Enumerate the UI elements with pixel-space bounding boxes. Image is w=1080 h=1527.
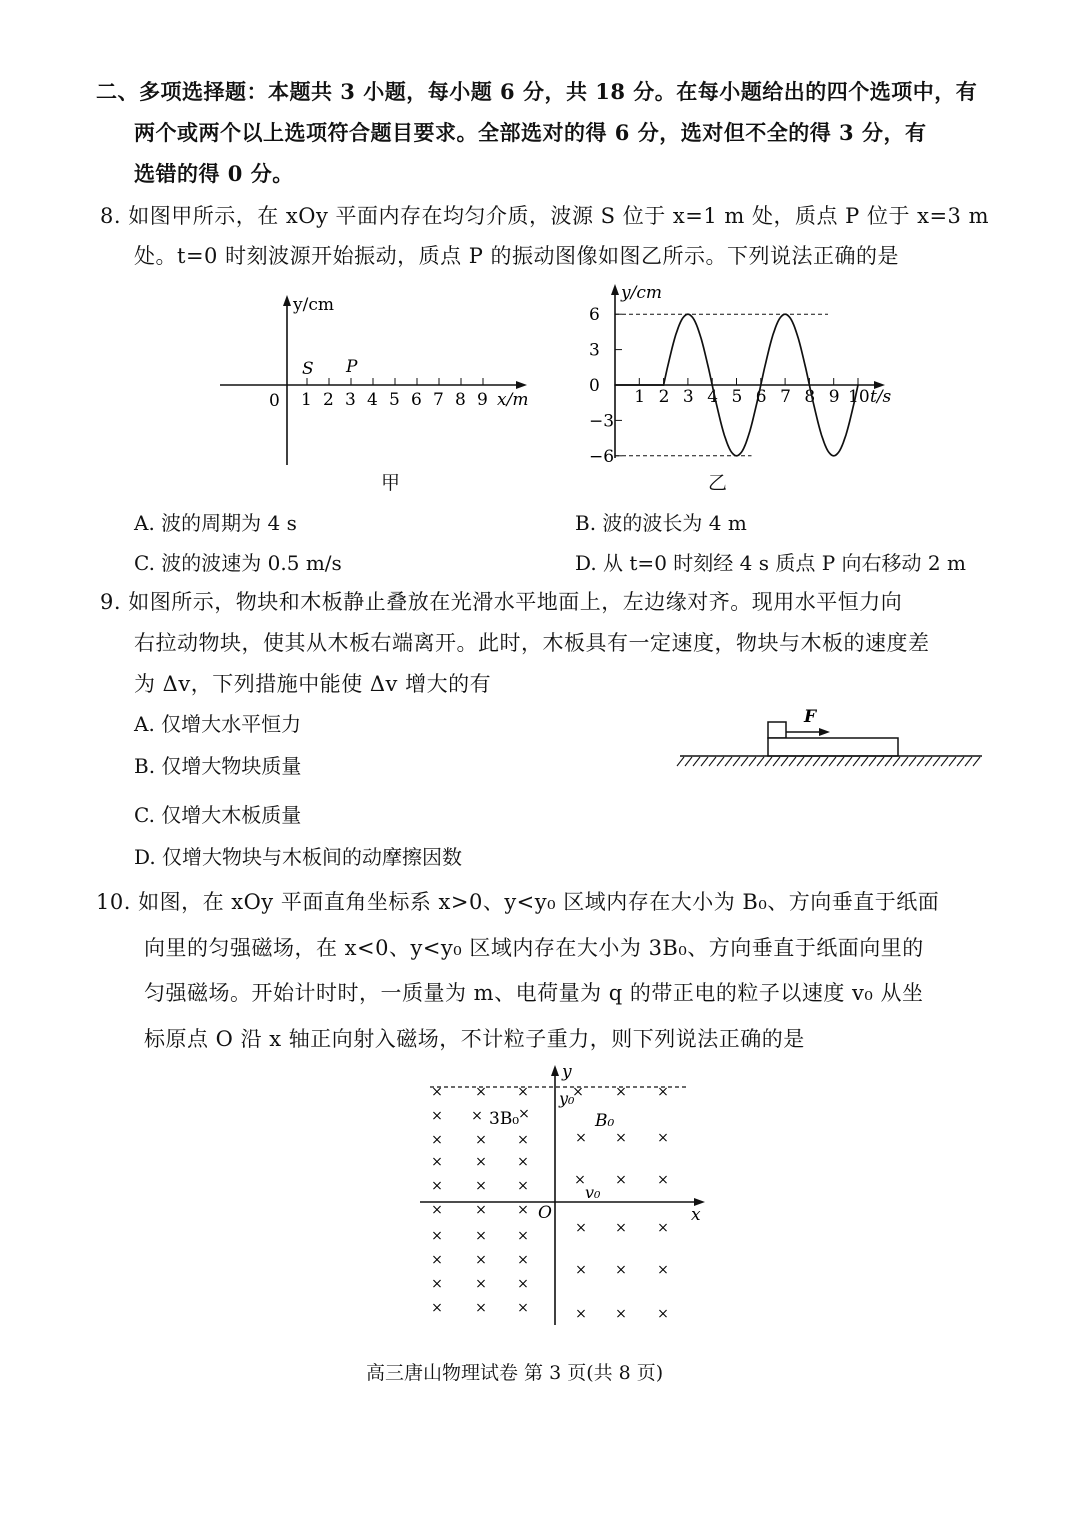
section-header-line-2: 两个或两个以上选项符合题目要求。全部选对的得 6 分，选对但不全的得 3 分，有 (134, 120, 927, 145)
yi-y-label: y/cm (621, 283, 662, 303)
field-cross: × (475, 1084, 487, 1100)
hatch-mark (749, 757, 756, 766)
field-cross: × (431, 1132, 443, 1148)
left-field-label: 3B₀ (489, 1109, 520, 1129)
field-cross: × (517, 1300, 529, 1316)
q10-stem-line-3: 匀强磁场。开始计时时，一质量为 m、电荷量为 q 的带正电的粒子以速度 v₀ 从坐 (144, 981, 924, 1005)
yi-y-arrow (611, 284, 619, 295)
field-cross: × (517, 1202, 529, 1218)
hatch-mark (677, 757, 684, 766)
jia-tick-label: 6 (411, 390, 422, 410)
jia-y-arrow (283, 295, 291, 306)
field-cross: × (575, 1130, 587, 1146)
hatch-mark (957, 757, 964, 766)
hatch-mark (965, 757, 972, 766)
figure-yi (580, 278, 910, 468)
yi-xtick-label: 1 (634, 387, 646, 407)
page-footer: 高三唐山物理试卷 第 3 页(共 8 页) (366, 1362, 664, 1384)
hatch-mark (837, 757, 844, 766)
jia-x-label: x/m (497, 390, 529, 410)
field-cross: × (431, 1154, 443, 1170)
hatch-mark (893, 757, 900, 766)
jia-tick-label: 3 (345, 390, 356, 410)
jia-point-s: S (302, 359, 314, 379)
yi-ytick-label: 3 (589, 340, 600, 361)
hatch-mark (829, 757, 836, 766)
yi-data-point (663, 384, 665, 386)
hatch-mark (797, 757, 804, 766)
field-cross: × (518, 1106, 530, 1122)
yi-data-point (809, 384, 811, 386)
yi-ytick-label: 0 (589, 376, 600, 396)
q9-option-a[interactable]: A. 仅增大水平恒力 (134, 712, 302, 736)
field-cross: × (475, 1178, 487, 1194)
board (768, 738, 898, 756)
hatch-mark (933, 757, 940, 766)
hatch-mark (925, 757, 932, 766)
hatch-mark (741, 757, 748, 766)
block (768, 722, 786, 738)
hatch-mark (757, 757, 764, 766)
hatch-mark (941, 757, 948, 766)
section-header-line-1: 二、多项选择题：本题共 3 小题，每小题 6 分，共 18 分。在每小题给出的四个选项中，有 (96, 79, 978, 104)
field-cross: × (517, 1132, 529, 1148)
yi-data-point (784, 313, 786, 315)
field-cross: × (475, 1252, 487, 1268)
yi-ytick-label: 6 (589, 305, 600, 326)
yi-data-point (857, 384, 859, 386)
hatch-mark (885, 757, 892, 766)
field-y-label: y (562, 1062, 572, 1082)
hatch-mark (717, 757, 724, 766)
q8-option-c[interactable]: C. 波的波速为 0.5 m/s (134, 551, 342, 575)
y0-label: y₀ (559, 1089, 575, 1108)
hatch-mark (909, 757, 916, 766)
field-cross: × (475, 1276, 487, 1292)
q8-stem-line-2: 处。t=0 时刻波源开始振动，质点 P 的振动图像如图乙所示。下列说法正确的是 (134, 244, 900, 268)
hatch-mark (733, 757, 740, 766)
field-cross: × (431, 1300, 443, 1316)
velocity-label: v₀ (585, 1183, 601, 1202)
q9-stem-line-3: 为 Δv，下列措施中能使 Δv 增大的有 (134, 672, 492, 696)
field-cross: × (475, 1202, 487, 1218)
q9-option-c[interactable]: C. 仅增大木板质量 (134, 803, 302, 827)
field-cross: × (475, 1300, 487, 1316)
hatch-mark (805, 757, 812, 766)
force-arrow-head (819, 728, 830, 736)
field-cross: × (475, 1228, 487, 1244)
hatch-mark (853, 757, 860, 766)
section-header-line-3: 选错的得 0 分。 (134, 161, 294, 186)
yi-data-point (711, 384, 713, 386)
q9-option-d[interactable]: D. 仅增大物块与木板间的动摩擦因数 (134, 845, 463, 869)
hatch-mark (861, 757, 868, 766)
yi-xtick-label: 6 (755, 387, 767, 407)
hatch-mark (917, 757, 924, 766)
yi-data-point (614, 384, 616, 386)
q8-option-a[interactable]: A. 波的周期为 4 s (134, 511, 297, 535)
field-cross: × (431, 1202, 443, 1218)
q10-stem-line-4: 标原点 O 沿 x 轴正向射入磁场，不计粒子重力，则下列说法正确的是 (144, 1027, 805, 1051)
right-field-label: B₀ (595, 1111, 615, 1131)
q10-stem-line-1: 10. 如图，在 xOy 平面直角坐标系 x>0、y<y₀ 区域内存在大小为 B₀、方向垂直于纸面 (96, 890, 940, 914)
field-cross: × (475, 1154, 487, 1170)
field-cross: × (431, 1252, 443, 1268)
field-cross: × (517, 1276, 529, 1292)
hatch-mark (813, 757, 820, 766)
hatch-mark (685, 757, 692, 766)
jia-tick-label: 8 (455, 390, 466, 410)
field-cross: × (517, 1252, 529, 1268)
yi-data-point (687, 313, 689, 315)
field-cross: × (615, 1306, 627, 1322)
field-cross: × (475, 1132, 487, 1148)
field-x-label: x (691, 1205, 701, 1225)
ground-hatch (677, 757, 980, 766)
yi-xtick-label: 2 (658, 387, 670, 407)
yi-xtick-label: 9 (828, 387, 840, 407)
field-cross: × (517, 1178, 529, 1194)
field-cross: × (575, 1262, 587, 1278)
field-origin-label: O (538, 1203, 552, 1223)
field-cross: × (657, 1262, 669, 1278)
q10-stem-line-2: 向里的匀强磁场，在 x<0、y<y₀ 区域内存在大小为 3B₀、方向垂直于纸面向里的 (144, 936, 924, 960)
jia-y-label: y/cm (293, 295, 334, 315)
field-cross: × (431, 1178, 443, 1194)
jia-tick-label: 2 (323, 390, 334, 410)
yi-ytick-label: −3 (589, 411, 615, 432)
hatch-mark (765, 757, 772, 766)
field-cross: × (575, 1306, 587, 1322)
force-label: F (804, 707, 817, 727)
hatch-mark (693, 757, 700, 766)
jia-tick-label: 7 (433, 390, 444, 410)
hatch-mark (701, 757, 708, 766)
yi-xtick-label: 4 (707, 387, 719, 407)
hatch-mark (877, 757, 884, 766)
yi-ytick-label: −6 (589, 446, 615, 467)
jia-point-p: P (346, 357, 358, 377)
figure-magnetic-field (415, 1060, 715, 1335)
q9-option-b[interactable]: B. 仅增大物块质量 (134, 754, 302, 778)
jia-tick-label: 1 (301, 390, 312, 410)
field-cross: × (615, 1220, 627, 1236)
q9-stem-line-2: 右拉动物块，使其从木板右端离开。此时，木板具有一定速度，物块与木板的速度差 (134, 631, 930, 655)
yi-data-point (833, 455, 835, 457)
field-cross: × (657, 1130, 669, 1146)
jia-caption: 甲 (381, 472, 401, 494)
field-cross: × (574, 1172, 586, 1188)
yi-data-point (760, 384, 762, 386)
figure-block-board (670, 700, 990, 775)
yi-xtick-label: 7 (780, 387, 791, 407)
field-cross: × (615, 1084, 627, 1100)
q8-option-b[interactable]: B. 波的波长为 4 m (575, 511, 747, 535)
field-y-arrow (551, 1065, 559, 1076)
hatch-mark (781, 757, 788, 766)
hatch-mark (709, 757, 716, 766)
field-cross: × (615, 1130, 627, 1146)
field-cross: × (657, 1306, 669, 1322)
hatch-mark (725, 757, 732, 766)
field-cross: × (471, 1108, 483, 1124)
field-cross: × (431, 1108, 443, 1124)
jia-origin: 0 (269, 391, 280, 411)
field-cross: × (657, 1084, 669, 1100)
hatch-mark (773, 757, 780, 766)
field-cross: × (572, 1084, 584, 1100)
jia-tick-label: 9 (477, 390, 488, 410)
jia-tick-label: 4 (367, 390, 378, 410)
field-cross: × (615, 1172, 627, 1188)
hatch-mark (789, 757, 796, 766)
yi-caption: 乙 (708, 472, 728, 494)
hatch-mark (845, 757, 852, 766)
field-cross: × (657, 1220, 669, 1236)
yi-xtick-label: 8 (804, 387, 816, 407)
field-cross: × (431, 1228, 443, 1244)
field-cross: × (517, 1228, 529, 1244)
yi-xtick-label: 3 (682, 387, 694, 407)
jia-tick-label: 5 (389, 390, 400, 410)
hatch-mark (949, 757, 956, 766)
hatch-mark (973, 757, 980, 766)
field-cross: × (517, 1084, 529, 1100)
hatch-mark (901, 757, 908, 766)
field-cross: × (517, 1154, 529, 1170)
field-cross: × (657, 1172, 669, 1188)
jia-ticks (307, 378, 483, 385)
field-cross: × (615, 1262, 627, 1278)
yi-xtick-label: 5 (731, 387, 743, 407)
q8-option-d[interactable]: D. 从 t=0 时刻经 4 s 质点 P 向右移动 2 m (575, 551, 966, 575)
q9-stem-line-1: 9. 如图所示，物块和木板静止叠放在光滑水平地面上，左边缘对齐。现用水平恒力向 (100, 590, 903, 614)
yi-data-point (736, 455, 738, 457)
q8-stem-line-1: 8. 如图甲所示，在 xOy 平面内存在均匀介质，波源 S 位于 x=1 m 处，质点 P 位于 x=3 m (100, 204, 990, 228)
yi-x-label: t/s (870, 387, 892, 407)
hatch-mark (821, 757, 828, 766)
field-cross: × (575, 1220, 587, 1236)
jia-x-arrow (516, 381, 527, 389)
field-cross: × (431, 1084, 443, 1100)
figure-jia (215, 290, 535, 500)
hatch-mark (869, 757, 876, 766)
yi-xtick-label: 10 (848, 387, 870, 407)
field-cross: × (431, 1276, 443, 1292)
